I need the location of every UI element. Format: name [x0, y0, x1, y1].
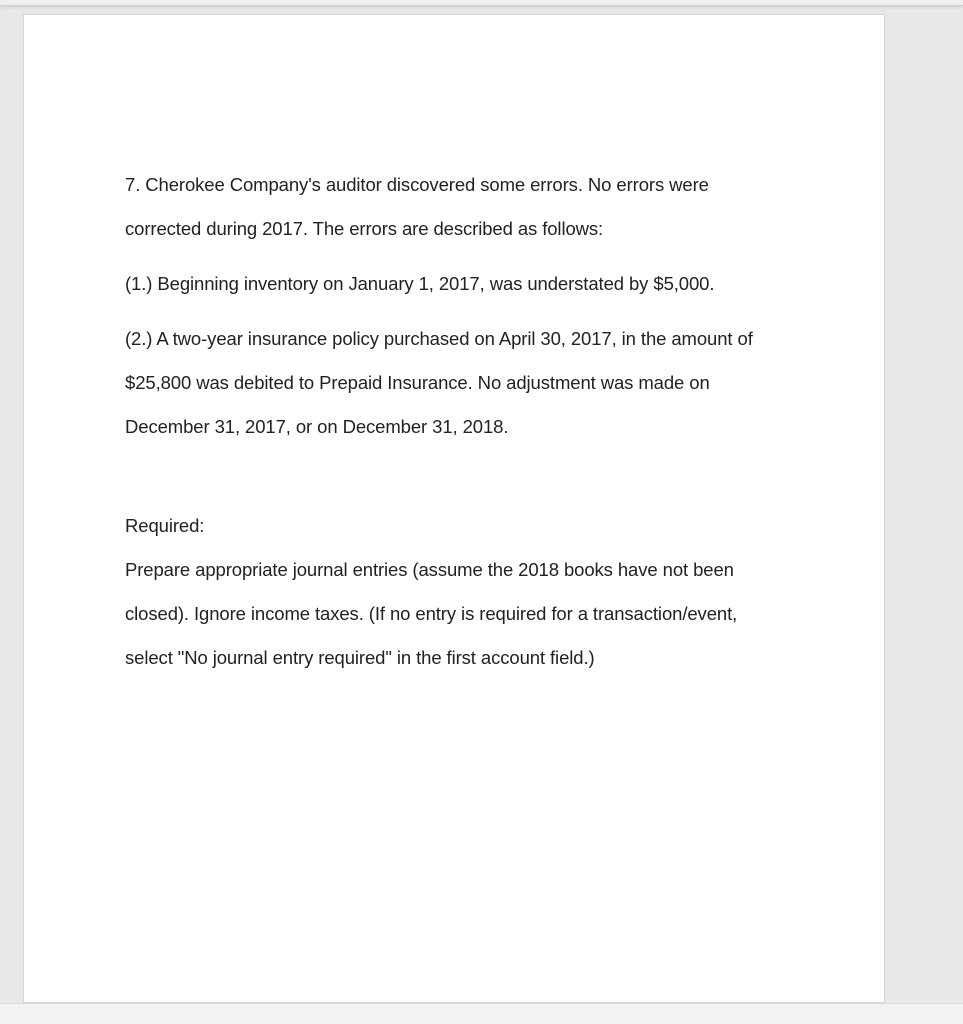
document-body — [125, 163, 825, 680]
problem-statement — [125, 163, 825, 251]
error-2-line-2: $25,800 was debited to Prepaid Insurance. No adjustment was made on — [125, 372, 710, 393]
required-section — [125, 504, 825, 680]
bottom-bar — [0, 1003, 963, 1024]
error-2-line-3: December 31, 2017, or on December 31, 2018. — [125, 416, 509, 437]
toolbar-edge — [0, 0, 963, 6]
required-line-3: select "No journal entry required" in the first account field.) — [125, 647, 595, 668]
required-heading: Required: — [125, 515, 205, 536]
required-line-2: closed). Ignore income taxes. (If no entry is required for a transaction/event, — [125, 603, 738, 624]
error-item-2 — [125, 317, 825, 449]
problem-line-2: corrected during 2017. The errors are described as follows: — [125, 218, 604, 239]
error-1-line-1: (1.) Beginning inventory on January 1, 2017, was understated by $5,000. — [125, 273, 715, 294]
required-line-1: Prepare appropriate journal entries (assume the 2018 books have not been — [125, 559, 734, 580]
error-item-1 — [125, 262, 825, 306]
error-2-line-1: (2.) A two-year insurance policy purchased on April 30, 2017, in the amount of — [125, 328, 753, 349]
document-page — [23, 14, 885, 1003]
problem-line-1: 7. Cherokee Company's auditor discovered some errors. No errors were — [125, 174, 709, 195]
